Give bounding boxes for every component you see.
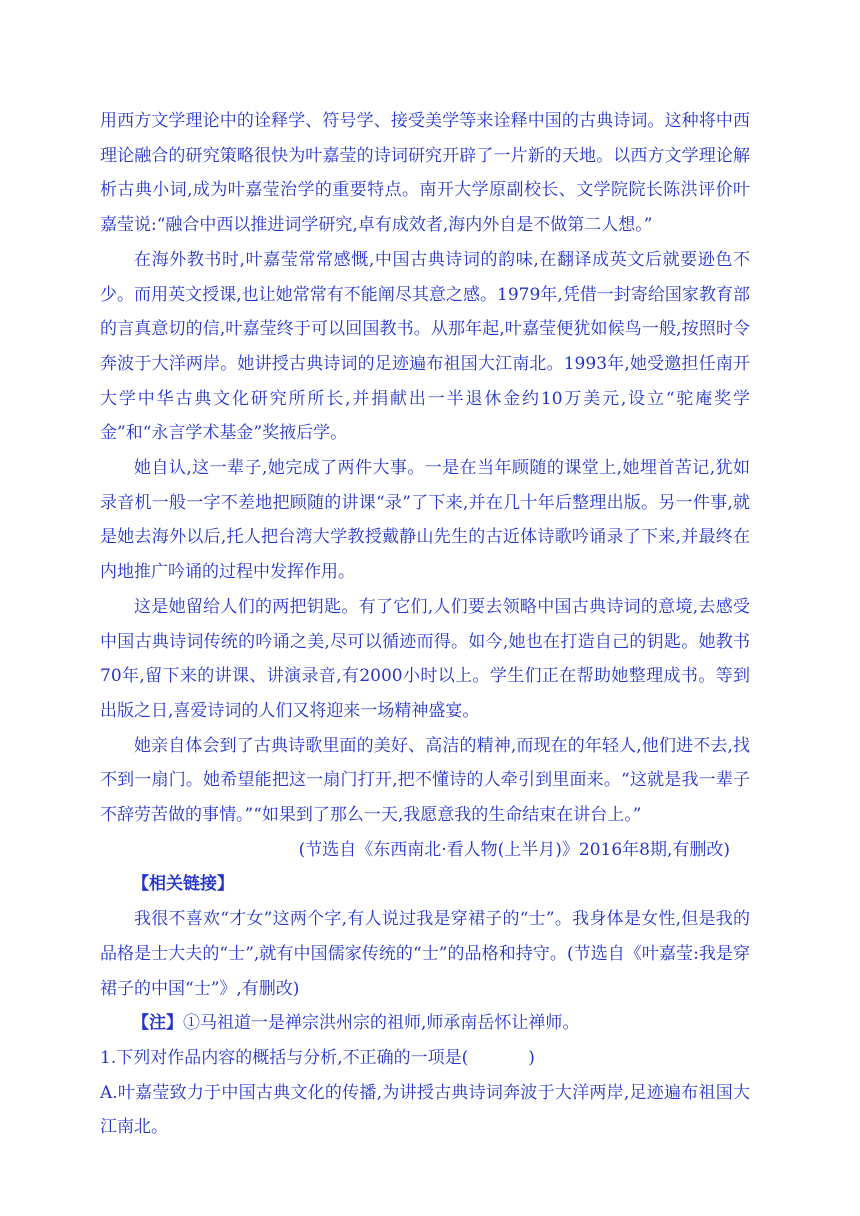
related-link-heading (100, 867, 750, 902)
paragraph-3: 她自认,这一辈子,她完成了两件大事。一是在当年顾随的课堂上,她埋首苦记,犹如录音机一般一字不差地把顾随的讲课“录”了下来,并在几十年后整理出版。另一件事,就是她去海外以后,托人把台湾大学教授戴静山先生的古近体诗歌吟诵录了下来,并最终在内地推广吟诵的过程中发挥作用。 (100, 458, 750, 583)
question-stem-text: 1.下列对作品内容的概括与分析,不正确的一项是( (100, 1047, 469, 1068)
paragraph-5: 她亲自体会到了古典诗歌里面的美好、高洁的精神,而现在的年轻人,他们进不去,找不到一扇门。她希望能把这一扇门打开,把不懂诗的人牵引到里面来。“这就是我一辈子不辞劳苦做的事情。”“如果到了那么一天,我愿意我的生命结束在讲台上。” (100, 735, 750, 826)
article-body (100, 104, 750, 1145)
paragraph-2: 在海外教书时,叶嘉莹常常感慨,中国古典诗词的韵味,在翻译成英文后就要逊色不少。而用英文授课,也让她常常有不能阐尽其意之感。1979年,凭借一封寄给国家教育部的言真意切的信,叶嘉莹终于可以回国教书。从那年起,叶嘉莹便犹如候鸟一般,按照时令奔波于大洋两岸。她讲授古典诗词的足迹遍布祖国大江南北。1993年,她受邀担任南开大学中华古典文化研究所所长,并捐献出一半退休金约10万美元,设立“驼庵奖学金”和“永言学术基金”奖掖后学。 (100, 249, 750, 444)
note-text: ①马祖道一是禅宗洪州宗的祖师,师承南岳怀让禅师。 (183, 1013, 580, 1034)
paragraph-4: 这是她留给人们的两把钥匙。有了它们,人们要去领略中国古典诗词的意境,去感受中国古典诗词传统的吟诵之美,尽可以循迹而得。如今,她也在打造自己的钥匙。她教书70年,留下来的讲课、讲演录音,有2000小时以上。学生们正在帮助她整理成书。等到出版之日,喜爱诗词的人们又将迎来一场精神盛宴。 (100, 596, 750, 721)
question-stem-close: ) (528, 1047, 535, 1068)
note-tag: 【注】 (132, 1013, 183, 1034)
related-link-text: 我很不喜欢“才女”这两个字,有人说过我是穿裙子的“士”。我身体是女性,但是我的品格是士大夫的“士”,就有中国儒家传统的“士”的品格和持守。(节选自《叶嘉莹:我是穿裙子的中国“士”》,有删改) (100, 909, 750, 999)
source-citation: (节选自《东西南北·看人物(上半月)》2016年8期,有删改) (298, 839, 730, 860)
question-stem (100, 1041, 750, 1076)
paragraph-1: 用西方文学理论中的诠释学、符号学、接受美学等来诠释中国的古典诗词。这种将中西理论融合的研究策略很快为叶嘉莹的诗词研究开辟了一片新的天地。以西方文学理论解析古典小词,成为叶嘉莹治学的重要特点。南开大学原副校长、文学院院长陈洪评价叶嘉莹说:“融合中西以推进词学研究,卓有成效者,海内外自是不做第二人想。” (100, 111, 750, 236)
option-a: A.叶嘉莹致力于中国古典文化的传播,为讲授古典诗词奔波于大洋两岸,足迹遍布祖国大江南北。 (100, 1082, 750, 1138)
related-link-tag: 【相关链接】 (132, 874, 234, 895)
note-line (100, 1006, 750, 1041)
